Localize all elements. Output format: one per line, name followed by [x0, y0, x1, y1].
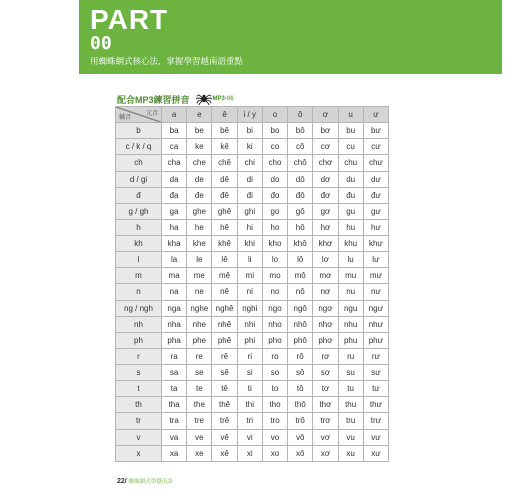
part-title: PART: [90, 4, 169, 35]
consonant-cell: s: [116, 365, 162, 381]
syllable-cell: hê: [212, 219, 237, 235]
syllable-cell: ne: [187, 284, 212, 300]
syllable-cell: phê: [212, 332, 237, 348]
pronunciation-table: [115, 106, 389, 462]
page-number: 22/: [117, 478, 127, 485]
table-row: [116, 332, 389, 348]
syllable-cell: rơ: [313, 348, 338, 364]
syllable-cell: ba: [162, 123, 187, 139]
syllable-cell: phơ: [313, 332, 338, 348]
syllable-cell: dê: [212, 171, 237, 187]
syllable-cell: bơ: [313, 123, 338, 139]
syllable-cell: de: [187, 171, 212, 187]
syllable-cell: lô: [288, 252, 313, 268]
syllable-cell: cho: [262, 155, 287, 171]
syllable-cell: vư: [363, 429, 388, 445]
syllable-cell: hư: [363, 219, 388, 235]
syllable-cell: re: [187, 348, 212, 364]
table-row: [116, 155, 389, 171]
syllable-cell: ga: [162, 203, 187, 219]
syllable-cell: mu: [338, 268, 363, 284]
syllable-cell: su: [338, 365, 363, 381]
syllable-cell: nhi: [237, 316, 262, 332]
syllable-cell: pha: [162, 332, 187, 348]
syllable-cell: bu: [338, 123, 363, 139]
syllable-cell: tre: [187, 413, 212, 429]
syllable-cell: be: [187, 123, 212, 139]
syllable-cell: di: [237, 171, 262, 187]
syllable-cell: nhê: [212, 316, 237, 332]
syllable-cell: phi: [237, 332, 262, 348]
syllable-cell: khu: [338, 236, 363, 252]
syllable-cell: ghê: [212, 203, 237, 219]
syllable-cell: hu: [338, 219, 363, 235]
syllable-cell: dô: [288, 171, 313, 187]
syllable-cell: thê: [212, 397, 237, 413]
mp3-number: 06: [226, 96, 234, 102]
syllable-cell: go: [262, 203, 287, 219]
syllable-cell: ha: [162, 219, 187, 235]
syllable-cell: vo: [262, 429, 287, 445]
table-row: [116, 365, 389, 381]
vowel-header-cell: i / y: [237, 107, 262, 123]
consonant-cell: ph: [116, 332, 162, 348]
syllable-cell: khe: [187, 236, 212, 252]
syllable-cell: nga: [162, 300, 187, 316]
syllable-cell: vê: [212, 429, 237, 445]
syllable-cell: ghi: [237, 203, 262, 219]
syllable-cell: kha: [162, 236, 187, 252]
table-row: [116, 429, 389, 445]
syllable-cell: dơ: [313, 171, 338, 187]
syllable-cell: ve: [187, 429, 212, 445]
syllable-cell: bi: [237, 123, 262, 139]
syllable-cell: hơ: [313, 219, 338, 235]
syllable-cell: gư: [363, 203, 388, 219]
table-row: [116, 316, 389, 332]
syllable-cell: ro: [262, 348, 287, 364]
table-row: [116, 236, 389, 252]
consonant-cell: th: [116, 397, 162, 413]
syllable-cell: phư: [363, 332, 388, 348]
mp3-label: [213, 96, 234, 102]
syllable-cell: đa: [162, 187, 187, 203]
syllable-cell: ti: [237, 381, 262, 397]
syllable-cell: kho: [262, 236, 287, 252]
syllable-cell: phu: [338, 332, 363, 348]
vowel-header-cell: e: [187, 107, 212, 123]
syllable-cell: nhe: [187, 316, 212, 332]
syllable-cell: xi: [237, 445, 262, 461]
syllable-cell: nê: [212, 284, 237, 300]
syllable-cell: ri: [237, 348, 262, 364]
syllable-cell: nô: [288, 284, 313, 300]
syllable-cell: co: [262, 139, 287, 155]
syllable-cell: va: [162, 429, 187, 445]
syllable-cell: cô: [288, 139, 313, 155]
table-corner-cell: [116, 107, 162, 123]
syllable-cell: ca: [162, 139, 187, 155]
table-row: [116, 397, 389, 413]
section-heading: [117, 91, 234, 107]
syllable-cell: ma: [162, 268, 187, 284]
syllable-cell: chê: [212, 155, 237, 171]
syllable-cell: chư: [363, 155, 388, 171]
consonant-cell: tr: [116, 413, 162, 429]
syllable-cell: dư: [363, 171, 388, 187]
syllable-cell: ki: [237, 139, 262, 155]
consonant-cell: đ: [116, 187, 162, 203]
consonant-cell: h: [116, 219, 162, 235]
syllable-cell: che: [187, 155, 212, 171]
syllable-cell: du: [338, 171, 363, 187]
syllable-cell: trơ: [313, 413, 338, 429]
syllable-cell: mi: [237, 268, 262, 284]
syllable-cell: rô: [288, 348, 313, 364]
syllable-cell: sô: [288, 365, 313, 381]
syllable-cell: bư: [363, 123, 388, 139]
syllable-cell: đe: [187, 187, 212, 203]
vowel-header-cell: ô: [288, 107, 313, 123]
page-footer: [117, 477, 173, 485]
syllable-cell: vu: [338, 429, 363, 445]
consonant-cell: ng / ngh: [116, 300, 162, 316]
syllable-cell: ru: [338, 348, 363, 364]
syllable-cell: sa: [162, 365, 187, 381]
syllable-cell: he: [187, 219, 212, 235]
vowel-header-cell: o: [262, 107, 287, 123]
syllable-cell: như: [363, 316, 388, 332]
syllable-cell: gơ: [313, 203, 338, 219]
vowel-header-cell: ê: [212, 107, 237, 123]
syllable-cell: rê: [212, 348, 237, 364]
syllable-cell: tê: [212, 381, 237, 397]
consonant-cell: n: [116, 284, 162, 300]
syllable-cell: chu: [338, 155, 363, 171]
syllable-cell: ngo: [262, 300, 287, 316]
syllable-cell: ngu: [338, 300, 363, 316]
syllable-cell: thi: [237, 397, 262, 413]
part-header-banner: [79, 0, 502, 74]
syllable-cell: le: [187, 252, 212, 268]
syllable-cell: ra: [162, 348, 187, 364]
syllable-cell: na: [162, 284, 187, 300]
syllable-cell: cu: [338, 139, 363, 155]
syllable-cell: khơ: [313, 236, 338, 252]
table-row: [116, 381, 389, 397]
table-row: [116, 268, 389, 284]
syllable-cell: thư: [363, 397, 388, 413]
syllable-cell: nơ: [313, 284, 338, 300]
syllable-cell: xa: [162, 445, 187, 461]
syllable-cell: khô: [288, 236, 313, 252]
syllable-cell: tư: [363, 381, 388, 397]
syllable-cell: gu: [338, 203, 363, 219]
vowel-header-cell: ơ: [313, 107, 338, 123]
syllable-cell: đi: [237, 187, 262, 203]
consonant-cell: v: [116, 429, 162, 445]
syllable-cell: tri: [237, 413, 262, 429]
syllable-cell: vơ: [313, 429, 338, 445]
vowel-header-row: [116, 107, 389, 123]
table-row: [116, 252, 389, 268]
consonant-cell: g / gh: [116, 203, 162, 219]
syllable-cell: khê: [212, 236, 237, 252]
table-row: [116, 139, 389, 155]
syllable-cell: ni: [237, 284, 262, 300]
consonant-cell: kh: [116, 236, 162, 252]
syllable-cell: xu: [338, 445, 363, 461]
syllable-cell: mô: [288, 268, 313, 284]
syllable-cell: tu: [338, 381, 363, 397]
syllable-cell: rư: [363, 348, 388, 364]
consonant-cell: b: [116, 123, 162, 139]
syllable-cell: nghi: [237, 300, 262, 316]
syllable-cell: bê: [212, 123, 237, 139]
syllable-cell: nghe: [187, 300, 212, 316]
syllable-cell: trư: [363, 413, 388, 429]
syllable-cell: kê: [212, 139, 237, 155]
syllable-cell: bo: [262, 123, 287, 139]
syllable-cell: lu: [338, 252, 363, 268]
syllable-cell: la: [162, 252, 187, 268]
syllable-cell: đư: [363, 187, 388, 203]
table-row: [116, 300, 389, 316]
corner-consonant-label: 輔音: [119, 115, 132, 122]
syllable-cell: ke: [187, 139, 212, 155]
syllable-cell: khư: [363, 236, 388, 252]
book-name: 蜘蛛網式學越南語: [128, 479, 173, 485]
syllable-cell: the: [187, 397, 212, 413]
syllable-cell: trô: [288, 413, 313, 429]
syllable-cell: ngư: [363, 300, 388, 316]
consonant-cell: r: [116, 348, 162, 364]
syllable-cell: thơ: [313, 397, 338, 413]
syllable-cell: vi: [237, 429, 262, 445]
syllable-cell: cơ: [313, 139, 338, 155]
table-row: [116, 187, 389, 203]
vowel-header-cell: ư: [363, 107, 388, 123]
syllable-cell: lư: [363, 252, 388, 268]
syllable-cell: lơ: [313, 252, 338, 268]
syllable-cell: thu: [338, 397, 363, 413]
syllable-cell: nhơ: [313, 316, 338, 332]
syllable-cell: so: [262, 365, 287, 381]
section-title: 配合MP3練習拼音: [117, 94, 190, 105]
syllable-cell: tra: [162, 413, 187, 429]
syllable-cell: mê: [212, 268, 237, 284]
syllable-cell: phô: [288, 332, 313, 348]
corner-vowel-label: 元音: [145, 111, 158, 117]
mp3-prefix: MP3-: [212, 96, 227, 102]
table-row: [116, 219, 389, 235]
syllable-cell: lo: [262, 252, 287, 268]
syllable-cell: se: [187, 365, 212, 381]
syllable-cell: bô: [288, 123, 313, 139]
consonant-cell: m: [116, 268, 162, 284]
consonant-cell: ch: [116, 155, 162, 171]
syllable-cell: nho: [262, 316, 287, 332]
syllable-cell: hô: [288, 219, 313, 235]
syllable-cell: ghe: [187, 203, 212, 219]
syllable-cell: tha: [162, 397, 187, 413]
syllable-cell: sư: [363, 365, 388, 381]
consonant-cell: nh: [116, 316, 162, 332]
syllable-cell: chô: [288, 155, 313, 171]
consonant-cell: t: [116, 381, 162, 397]
syllable-cell: xơ: [313, 445, 338, 461]
syllable-cell: khi: [237, 236, 262, 252]
vowel-header-cell: u: [338, 107, 363, 123]
syllable-cell: ngô: [288, 300, 313, 316]
consonant-cell: d / gi: [116, 171, 162, 187]
syllable-cell: ho: [262, 219, 287, 235]
syllable-cell: da: [162, 171, 187, 187]
syllable-cell: đu: [338, 187, 363, 203]
syllable-cell: gô: [288, 203, 313, 219]
table-row: [116, 445, 389, 461]
table-row: [116, 123, 389, 139]
syllable-cell: xe: [187, 445, 212, 461]
syllable-cell: thô: [288, 397, 313, 413]
syllable-cell: đơ: [313, 187, 338, 203]
syllable-cell: te: [187, 381, 212, 397]
syllable-cell: nha: [162, 316, 187, 332]
table-row: [116, 413, 389, 429]
syllable-cell: mư: [363, 268, 388, 284]
syllable-cell: đo: [262, 187, 287, 203]
vowel-header-cell: a: [162, 107, 187, 123]
syllable-cell: chi: [237, 155, 262, 171]
syllable-cell: tru: [338, 413, 363, 429]
syllable-cell: me: [187, 268, 212, 284]
syllable-cell: no: [262, 284, 287, 300]
table-row: [116, 348, 389, 364]
syllable-cell: trê: [212, 413, 237, 429]
syllable-cell: li: [237, 252, 262, 268]
table-row: [116, 203, 389, 219]
table-row: [116, 171, 389, 187]
syllable-cell: to: [262, 381, 287, 397]
syllable-cell: hi: [237, 219, 262, 235]
syllable-cell: sơ: [313, 365, 338, 381]
syllable-cell: cha: [162, 155, 187, 171]
syllable-cell: xư: [363, 445, 388, 461]
syllable-cell: lê: [212, 252, 237, 268]
syllable-cell: xo: [262, 445, 287, 461]
syllable-cell: nhô: [288, 316, 313, 332]
syllable-cell: chơ: [313, 155, 338, 171]
syllable-cell: xô: [288, 445, 313, 461]
syllable-cell: phe: [187, 332, 212, 348]
syllable-cell: ngơ: [313, 300, 338, 316]
syllable-cell: nghê: [212, 300, 237, 316]
part-subtitle: 用蜘蛛網式核心法，掌握學習越南語重點: [90, 56, 244, 66]
syllable-cell: si: [237, 365, 262, 381]
consonant-cell: l: [116, 252, 162, 268]
syllable-cell: cư: [363, 139, 388, 155]
syllable-cell: mơ: [313, 268, 338, 284]
syllable-cell: pho: [262, 332, 287, 348]
syllable-cell: mo: [262, 268, 287, 284]
syllable-cell: nhu: [338, 316, 363, 332]
part-number: 00: [90, 33, 112, 54]
syllable-cell: tro: [262, 413, 287, 429]
syllable-cell: tơ: [313, 381, 338, 397]
syllable-cell: đê: [212, 187, 237, 203]
mp3-badge: [196, 93, 234, 105]
syllable-cell: vô: [288, 429, 313, 445]
syllable-cell: nu: [338, 284, 363, 300]
table-row: [116, 284, 389, 300]
syllable-cell: ta: [162, 381, 187, 397]
spider-icon: [196, 93, 212, 105]
syllable-cell: tô: [288, 381, 313, 397]
consonant-cell: c / k / q: [116, 139, 162, 155]
syllable-cell: tho: [262, 397, 287, 413]
syllable-cell: sê: [212, 365, 237, 381]
syllable-cell: do: [262, 171, 287, 187]
consonant-cell: x: [116, 445, 162, 461]
syllable-cell: xê: [212, 445, 237, 461]
syllable-cell: đô: [288, 187, 313, 203]
syllable-cell: nư: [363, 284, 388, 300]
